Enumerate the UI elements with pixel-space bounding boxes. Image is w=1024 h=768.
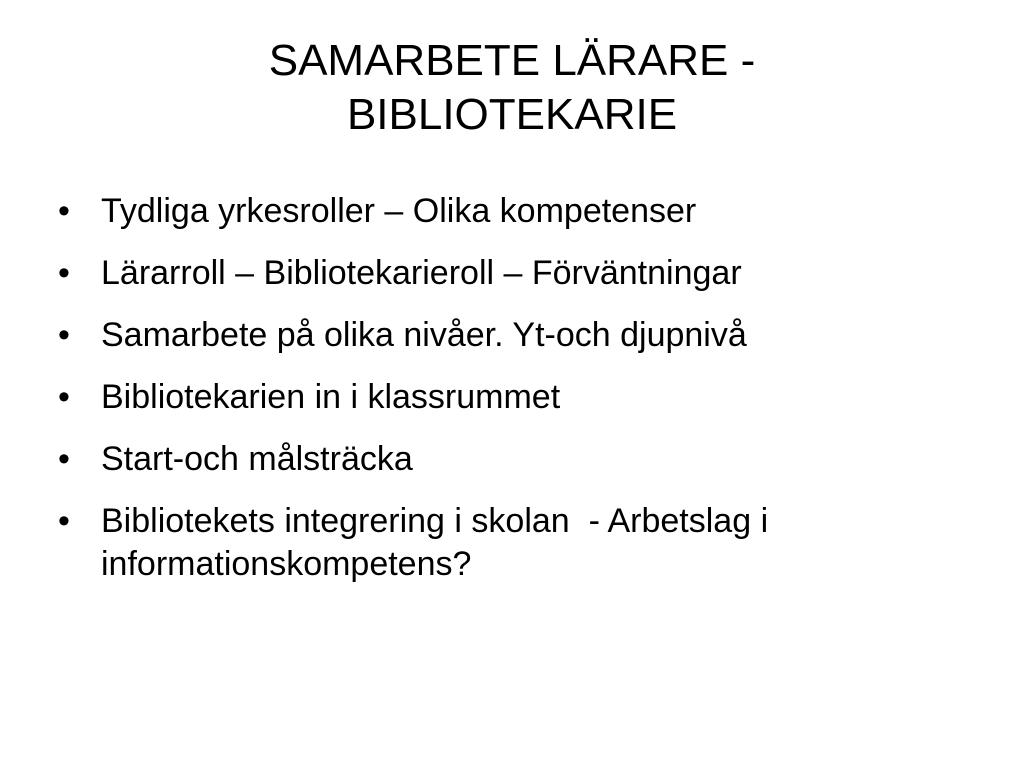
bullet-text: Samarbete på olika nivåer. Yt-och djupnivå bbox=[101, 316, 747, 354]
bullet-marker: • bbox=[58, 440, 70, 478]
bullet-item bbox=[56, 500, 976, 586]
bullet-marker: • bbox=[58, 192, 70, 230]
slide-title-line-1: SAMARBETE LÄRARE - bbox=[268, 36, 756, 85]
bullet-text: Tydliga yrkesroller – Olika kompetenser bbox=[101, 192, 697, 230]
slide-title bbox=[60, 34, 964, 142]
bullet-item bbox=[56, 190, 976, 233]
bullet-text: Start-och målsträcka bbox=[101, 440, 413, 478]
bullet-list bbox=[56, 190, 976, 605]
slide-title-line-2: BIBLIOTEKARIE bbox=[346, 90, 678, 139]
bullet-text: Lärarroll – Bibliotekarieroll – Förväntningar bbox=[101, 254, 742, 292]
bullet-marker: • bbox=[58, 316, 70, 354]
bullet-item bbox=[56, 252, 976, 295]
bullet-marker: • bbox=[58, 502, 70, 540]
bullet-marker: • bbox=[58, 378, 70, 416]
bullet-marker: • bbox=[58, 254, 70, 292]
bullet-text: Bibliotekets integrering i skolan - Arbetslag i informationskompetens? bbox=[101, 502, 778, 583]
bullet-item bbox=[56, 438, 976, 481]
bullet-item bbox=[56, 314, 976, 357]
bullet-item bbox=[56, 376, 976, 419]
bullet-text: Bibliotekarien in i klassrummet bbox=[101, 378, 561, 416]
